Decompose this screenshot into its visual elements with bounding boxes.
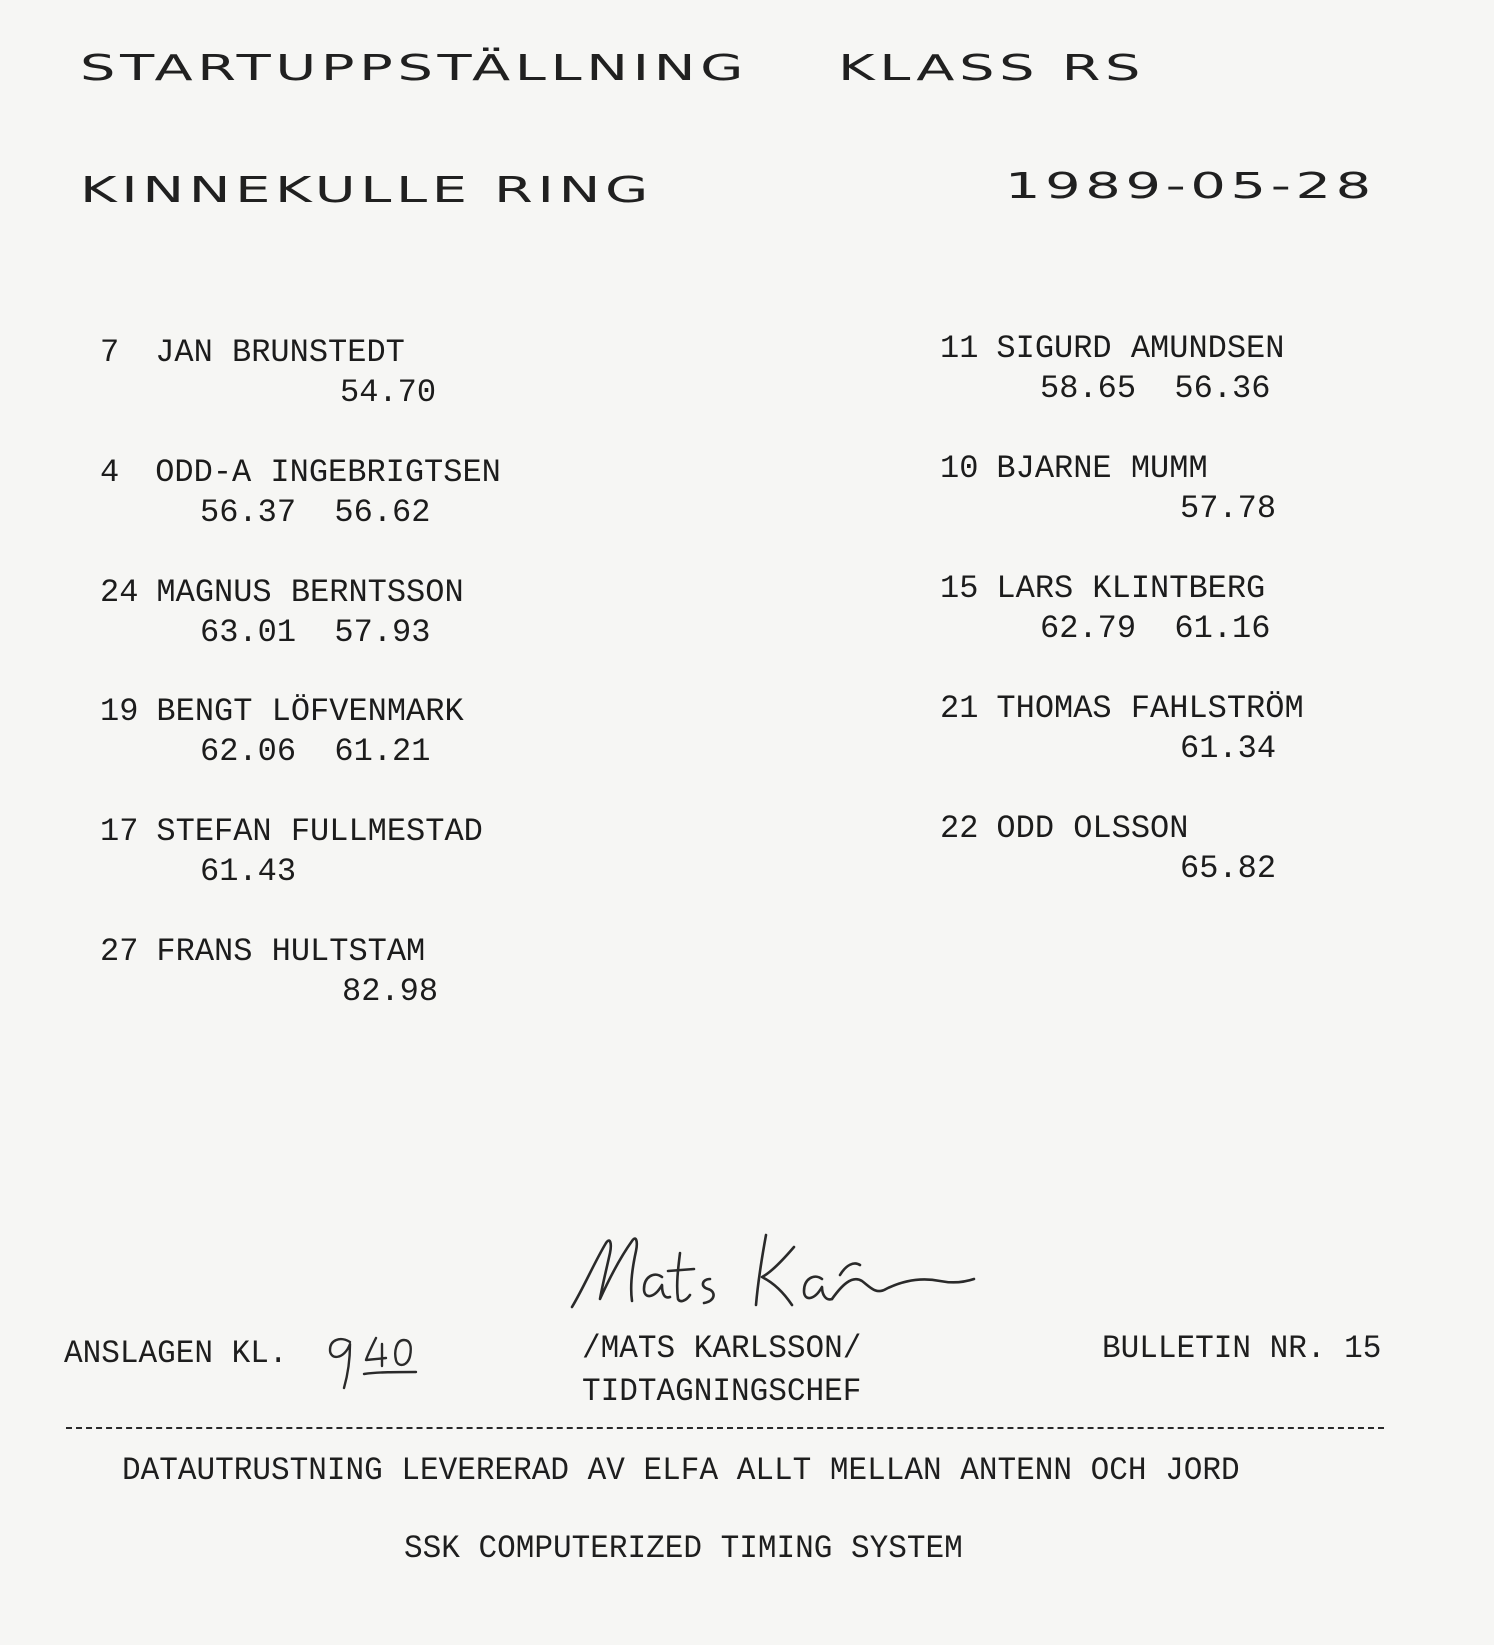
- start-number: 19: [100, 693, 139, 730]
- driver-name: JAN BRUNSTEDT: [155, 334, 405, 371]
- driver-name: ODD OLSSON: [996, 810, 1189, 847]
- start-number: 11: [940, 330, 979, 367]
- start-number: 21: [940, 690, 979, 727]
- event-date: 1989-05-28: [1005, 166, 1376, 207]
- lap-times: 61.34: [1180, 730, 1277, 767]
- start-number: 27: [100, 933, 139, 970]
- start-number: 17: [100, 813, 139, 850]
- list-item: [100, 454, 660, 544]
- driver-name: SIGURD AMUNDSEN: [996, 330, 1285, 367]
- title-startlist: STARTUPPSTÄLLNING: [80, 48, 749, 89]
- signer-name: /MATS KARLSSON/: [582, 1330, 862, 1367]
- list-item: [940, 330, 1494, 420]
- driver-name: ODD-A INGEBRIGTSEN: [155, 454, 501, 491]
- start-number: 15: [940, 570, 979, 607]
- list-item: [100, 933, 660, 1023]
- start-number: 7: [100, 334, 120, 371]
- system-line: SSK COMPUTERIZED TIMING SYSTEM: [404, 1530, 963, 1567]
- driver-name: STEFAN FULLMESTAD: [156, 813, 483, 850]
- posted-label: ANSLAGEN KL.: [64, 1335, 288, 1372]
- list-item: [940, 690, 1494, 780]
- lap-times: 57.78: [1180, 490, 1277, 527]
- list-item: [100, 693, 660, 783]
- start-number: 22: [940, 810, 979, 847]
- bulletin-number: BULLETIN NR. 15: [1102, 1330, 1382, 1367]
- lap-times: 61.43: [200, 853, 297, 890]
- lap-times: 65.82: [1180, 850, 1277, 887]
- driver-name: BENGT LÖFVENMARK: [156, 693, 464, 730]
- lap-times: 63.01 57.93: [200, 614, 431, 651]
- driver-name: THOMAS FAHLSTRÖM: [996, 690, 1304, 727]
- lap-times: 62.79 61.16: [1040, 610, 1271, 647]
- lap-times: 54.70: [340, 374, 437, 411]
- list-item: [940, 570, 1494, 660]
- start-number: 24: [100, 574, 139, 611]
- driver-name: FRANS HULTSTAM: [156, 933, 426, 970]
- driver-name: LARS KLINTBERG: [996, 570, 1266, 607]
- divider: [66, 1427, 1384, 1429]
- title-class: KLASS RS: [838, 48, 1146, 89]
- list-item: [940, 810, 1494, 900]
- list-item: [940, 450, 1494, 540]
- venue-title: KINNEKULLE RING: [80, 170, 653, 211]
- sponsor-line: DATAUTRUSTNING LEVERERAD AV ELFA ALLT MELLAN ANTENN OCH JORD: [122, 1452, 1240, 1489]
- posted-time-handwritten: [326, 1330, 426, 1392]
- list-item: [100, 334, 660, 424]
- lap-times: 62.06 61.21: [200, 733, 431, 770]
- driver-name: MAGNUS BERNTSSON: [156, 574, 464, 611]
- list-item: [100, 813, 660, 903]
- signature-handwritten: [570, 1225, 980, 1315]
- list-item: [100, 574, 660, 664]
- lap-times: 82.98: [342, 973, 439, 1010]
- start-number: 4: [100, 454, 120, 491]
- lap-times: 58.65 56.36: [1040, 370, 1271, 407]
- lap-times: 56.37 56.62: [200, 494, 431, 531]
- start-number: 10: [940, 450, 979, 487]
- signer-title: TIDTAGNINGSCHEF: [582, 1373, 862, 1410]
- driver-name: BJARNE MUMM: [996, 450, 1208, 487]
